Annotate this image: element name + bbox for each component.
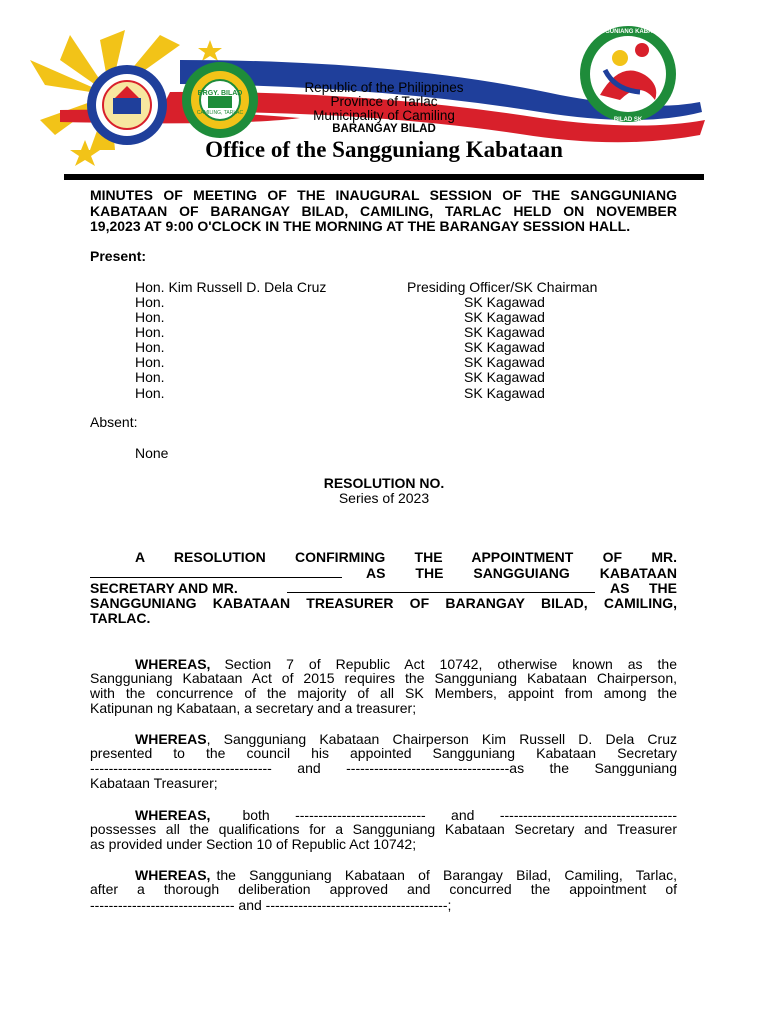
- whereas-1-text-4: Katipunan ng Kabataan, a secretary and a treasurer;: [90, 700, 417, 716]
- whereas-2-text-4: Kabataan Treasurer;: [90, 775, 218, 791]
- present-name: Hon.: [135, 339, 165, 355]
- minutes-title-line-1: MINUTES OF MEETING OF THE INAUGURAL SESSION OF THE SANGGUNIANG: [90, 187, 677, 203]
- present-role: SK Kagawad: [464, 354, 545, 370]
- present-role: SK Kagawad: [464, 309, 545, 325]
- present-name: Hon. Kim Russell D. Dela Cruz: [135, 279, 327, 295]
- whereas-4-text-3: ------------------------------- and ---------------------------------------;: [90, 897, 452, 913]
- seal-left-sub: CAMILING, TARLAC: [196, 110, 244, 116]
- whereas-4-text-1: the Sangguniang Kabataan of Barangay Bilad, Camiling, Tarlac,: [216, 867, 677, 883]
- whereas-4-lead: WHEREAS,: [135, 867, 211, 883]
- resolution-title-line-1: A RESOLUTION CONFIRMING THE APPOINTMENT OF MR.: [135, 549, 677, 565]
- whereas-3-text-2: possesses all the qualifications for a Sangguniang Kabataan Secretary and Treasurer: [90, 821, 677, 837]
- present-name: Hon.: [135, 294, 165, 310]
- header-municipality: Municipality of Camiling: [313, 108, 455, 123]
- header-barangay: BARANGAY BILAD: [332, 123, 436, 135]
- present-name: Hon.: [135, 385, 165, 401]
- resolution-title-line-3-end: AS THE: [610, 580, 677, 596]
- header-province: Province of Tarlac: [330, 94, 438, 109]
- whereas-2-text-3: --------------------------------------- and -----------------------------------as the Sangguniang: [90, 760, 677, 776]
- whereas-2-text-2: presented to the council his appointed Sangguniang Kabataan Secretary: [90, 745, 677, 761]
- whereas-2-text-1: , Sangguniang Kabataan Chairperson Kim Russell D. Dela Cruz: [206, 731, 677, 747]
- whereas-3-text-3: as provided under Section 10 of Republic Act 10742;: [90, 836, 417, 852]
- seal-left-text: BRGY. BILAD: [197, 90, 243, 97]
- whereas-1-text-3: with the concurrence of the majority of all SK Members, appoint from among the: [90, 685, 677, 701]
- whereas-3-text-1: both ---------------------------- and --------------------------------------: [242, 807, 677, 823]
- resolution-title-line-5: TARLAC.: [90, 610, 151, 626]
- resolution-title-line-2-text: AS THE SANGGUIANG KABATAAN: [366, 565, 677, 581]
- whereas-1-lead: WHEREAS,: [135, 656, 211, 672]
- absent-label: Absent:: [90, 414, 138, 430]
- present-role: SK Kagawad: [464, 339, 545, 355]
- absent-value: None: [135, 445, 169, 461]
- present-name: Hon.: [135, 309, 165, 325]
- whereas-1-text-2: Sangguniang Kabataan Act of 2015 requires the Sangguniang Kabataan Chairperson,: [90, 670, 677, 686]
- resolution-series: Series of 2023: [338, 490, 430, 506]
- treasurer-name-blank: [287, 582, 595, 593]
- seal-right-sub: BILAD SK: [613, 117, 643, 123]
- secretary-name-blank: [90, 567, 342, 578]
- present-role: Presiding Officer/SK Chairman: [407, 279, 598, 295]
- resolution-title-line-4: SANGGUNIANG KABATAAN TREASURER OF BARANGAY BILAD, CAMILING,: [90, 595, 677, 611]
- whereas-2-lead: WHEREAS: [135, 731, 207, 747]
- whereas-4-text-2: after a thorough deliberation approved and concurred the appointment of: [90, 881, 677, 897]
- present-role: SK Kagawad: [464, 324, 545, 340]
- resolution-title-line-3-text: SECRETARY AND MR.: [90, 580, 238, 596]
- minutes-title-line-3: 19,2023 AT 9:00 O'CLOCK IN THE MORNING AT THE BARANGAY SESSION HALL.: [90, 218, 631, 234]
- present-role: SK Kagawad: [464, 369, 545, 385]
- seal-right-text: SANGGUNIANG KABATAAN: [587, 29, 669, 35]
- resolution-number: RESOLUTION NO.: [323, 475, 445, 491]
- minutes-title-line-2: KABATAAN OF BARANGAY BILAD, CAMILING, TARLAC HELD ON NOVEMBER: [90, 203, 677, 219]
- present-role: SK Kagawad: [464, 385, 545, 401]
- present-name: Hon.: [135, 324, 165, 340]
- present-role: SK Kagawad: [464, 294, 545, 310]
- office-title: Office of the Sangguniang Kabataan: [205, 137, 563, 162]
- resolution-title-line-3: [90, 580, 677, 596]
- present-label: Present:: [90, 248, 147, 264]
- header-divider: [64, 174, 704, 180]
- header-republic: Republic of the Philippines: [304, 80, 464, 95]
- present-name: Hon.: [135, 354, 165, 370]
- present-name: Hon.: [135, 369, 165, 385]
- whereas-3-lead: WHEREAS,: [135, 807, 211, 823]
- whereas-1-text-1: Section 7 of Republic Act 10742, otherwise known as the: [224, 656, 677, 672]
- resolution-title-line-2: [90, 565, 677, 581]
